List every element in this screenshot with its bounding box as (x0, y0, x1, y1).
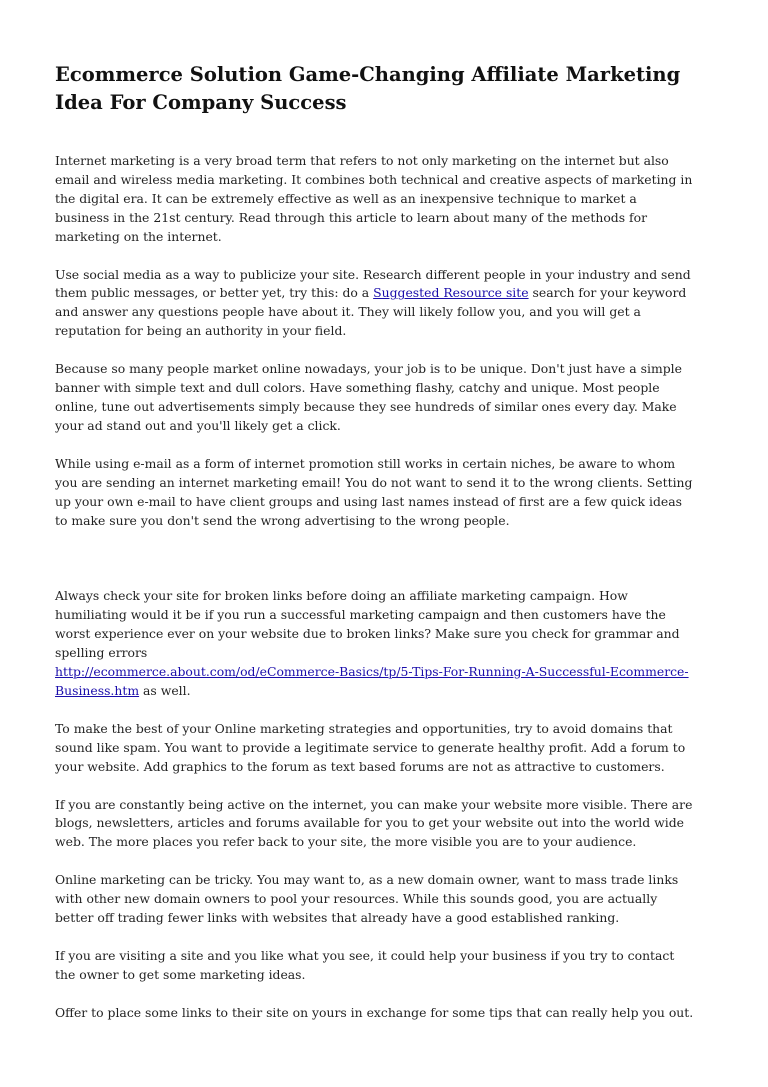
text-line: Use social media as a way to publicize your site. Research different people in your industry and send (55, 266, 691, 282)
text-line (55, 682, 715, 701)
suggested-resource-link[interactable]: Suggested Resource site (373, 285, 529, 301)
text-line: Offer to place some links to their site on yours in exchange for some tips that can really help you out. (55, 1004, 694, 1020)
text-line: marketing on the internet. (55, 228, 222, 244)
text-line: reputation for being an authority in your field. (55, 323, 347, 339)
text-line: While using e-mail as a form of internet promotion still works in certain niches, be aware to whom (55, 455, 676, 471)
text-line: and answer any questions people have about it. They will likely follow you, and you will get a (55, 304, 641, 320)
text-line: business in the 21st century. Read through this article to learn about many of the methods for (55, 209, 648, 225)
paragraph-email (55, 455, 715, 531)
paragraph-visibility (55, 796, 715, 853)
text-line: Internet marketing is a very broad term that refers to not only marketing on the internet but also (55, 153, 669, 168)
text-line: the digital era. It can be extremely effective as well as an inexpensive technique to market a (55, 190, 637, 206)
ecommerce-tips-link[interactable]: http://ecommerce.about.com/od/eCommerce-Basics/tp/5-Tips-For-Running-A-Successful-Ecommerce- (55, 664, 689, 680)
text-line: If you are constantly being active on the internet, you can make your website more visible. There are (55, 796, 693, 812)
paragraph-trade-links (55, 871, 715, 928)
text-line: If you are visiting a site and you like what you see, it could help your business if you try to contact (55, 948, 675, 963)
text-segment: them public messages, or better yet, try this: do a (55, 285, 374, 301)
text-line: blogs, newsletters, articles and forums available for you to get your website out into the world wide (55, 815, 684, 831)
ecommerce-tips-link-continued[interactable]: Business.htm (55, 682, 140, 698)
text-line: humiliating would it be if you run a successful marketing campaign and then customers have the (55, 607, 666, 623)
text-segment: search for your keyword (528, 285, 687, 301)
article-title (55, 61, 715, 117)
article-body (55, 61, 715, 1023)
text-segment: as well. (139, 682, 191, 698)
paragraph-intro (55, 152, 715, 247)
title-line: Ecommerce Solution Game-Changing Affiliate Marketing (55, 63, 681, 86)
text-line: with other new domain owners to pool your resources. While this sounds good, you are actually (55, 891, 658, 907)
paragraph-domains (55, 720, 715, 777)
paragraph-contact-owner (55, 947, 715, 985)
title-line: Idea For Company Success (55, 91, 347, 114)
text-line: your website. Add graphics to the forum as text based forums are not as attractive to customers. (55, 758, 665, 774)
text-line: your ad stand out and you'll likely get a click. (55, 417, 341, 433)
paragraph-social-media (55, 266, 715, 342)
text-line: the owner to get some marketing ideas. (55, 966, 306, 982)
text-line: Always check your site for broken links before doing an affiliate marketing campaign. How (55, 588, 628, 604)
text-line: worst experience ever on your website due to broken links? Make sure you check for grammar and (55, 626, 680, 642)
text-line: to make sure you don't send the wrong advertising to the wrong people. (55, 512, 510, 528)
text-line: you are sending an internet marketing email! You do not want to send it to the wrong clients. Setting (55, 474, 693, 490)
text-line: sound like spam. You want to provide a legitimate service to generate healthy profit. Add a forum to (55, 739, 686, 755)
text-line: better off trading fewer links with websites that already have a good established ranking. (55, 910, 620, 926)
text-line: web. The more places you refer back to your site, the more visible you are to your audience. (55, 834, 637, 850)
paragraph-broken-links (55, 587, 715, 700)
text-line: email and wireless media marketing. It combines both technical and creative aspects of marketing in (55, 171, 693, 187)
text-line: up your own e-mail to have client groups and using last names instead of first are a few quick ideas (55, 493, 682, 509)
text-line: spelling errors (55, 645, 148, 661)
text-line: To make the best of your Online marketing strategies and opportunities, try to avoid domains that (55, 720, 673, 736)
paragraph-unique (55, 360, 715, 436)
text-line: Because so many people market online nowadays, your job is to be unique. Don't just have a simple (55, 361, 682, 377)
text-line (55, 663, 715, 682)
text-line: Online marketing can be tricky. You may want to, as a new domain owner, want to mass trade links (55, 872, 679, 888)
text-line: online, tune out advertisements simply because they see hundreds of similar ones every day. Make (55, 398, 677, 414)
text-line: banner with simple text and dull colors. Have something flashy, catchy and unique. Most people (55, 380, 660, 396)
paragraph-offer-links (55, 1004, 715, 1023)
text-line (55, 284, 715, 303)
